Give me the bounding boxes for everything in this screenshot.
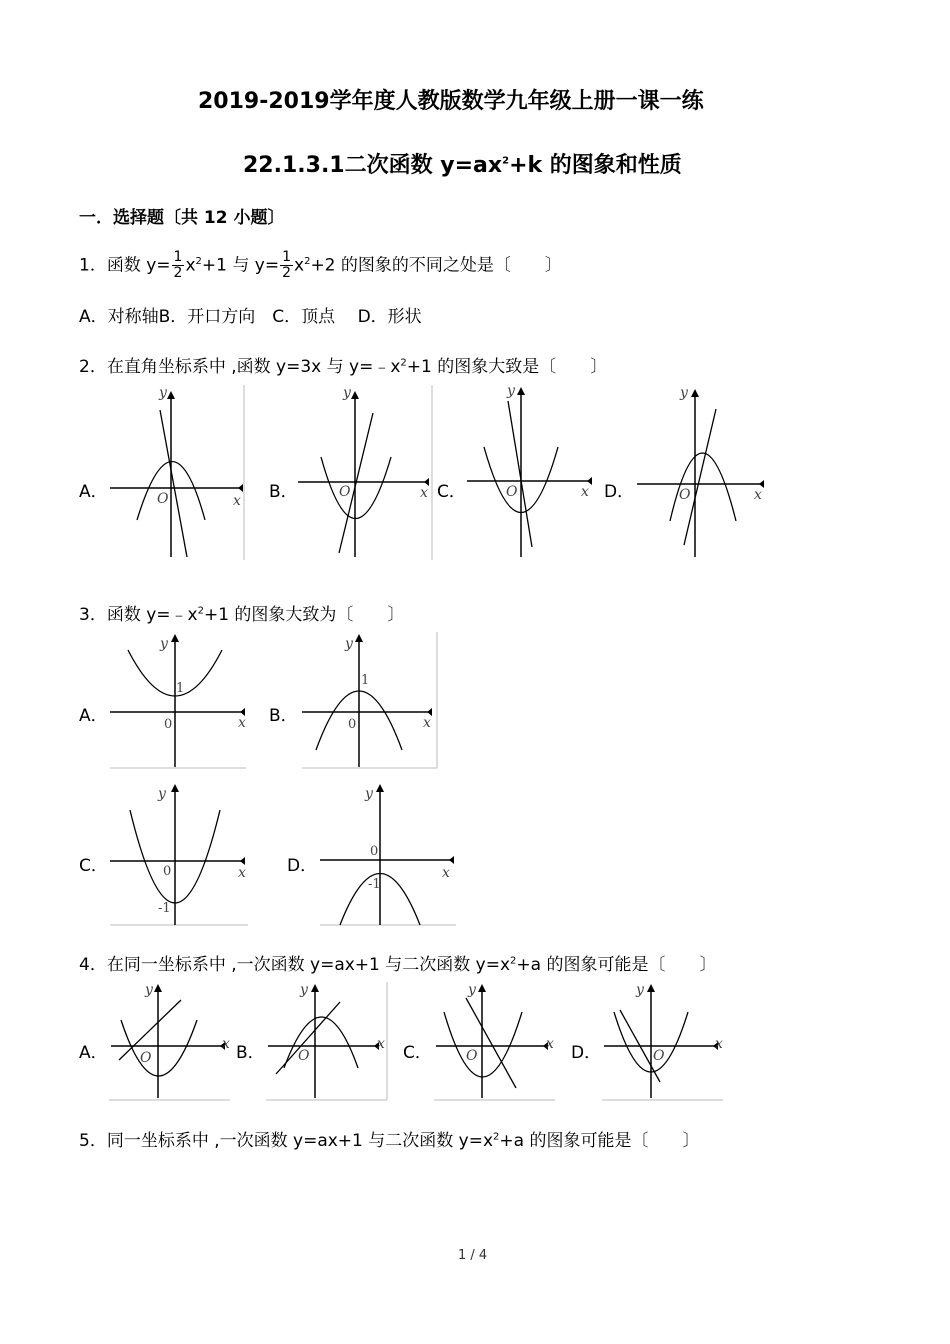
- y-axis-label: y: [468, 982, 476, 998]
- q2-label-b: B．: [269, 482, 298, 502]
- y-axis-label: y: [365, 786, 373, 802]
- question-5-stem: 5．同一坐标系中 ,一次函数 y=ax+1 与二次函数 $y=x^2+a$ 的图象可能是〔 〕: [79, 1131, 700, 1151]
- page-number: 1 / 4: [458, 1248, 488, 1263]
- question-1-stem: 1．函数 y= $\frac{1}{2}$ $x^2+1$ 与 y= $\frac{1}{2}$ $x^2+2$ 的图象的不同之处是〔 〕: [79, 249, 562, 281]
- q2-graph-c: [462, 385, 597, 560]
- doc-title: 2019-2019学年度人教版数学九年级上册一课一练: [198, 89, 704, 114]
- question-3-stem: 3．函数 $y=﹣x^2+1$ 的图象大致为〔 〕: [79, 605, 405, 625]
- tick-label-neg-1: -1: [368, 877, 381, 892]
- q2-label-c: C．: [437, 482, 466, 502]
- x-axis-label: x: [238, 865, 246, 881]
- x-axis-label: x: [442, 865, 450, 881]
- x-axis-label: x: [546, 1036, 554, 1052]
- x-axis-label: x: [715, 1036, 723, 1052]
- q3-label-d: D．: [287, 856, 318, 876]
- x-axis-label: x: [581, 484, 589, 500]
- q3-graph-b: [300, 632, 440, 770]
- section-heading: 一．选择题〔共 12 小题〕: [79, 208, 285, 228]
- q4-graph-c: [432, 982, 557, 1102]
- y-axis-label: y: [636, 982, 644, 998]
- q3-graph-c: [108, 782, 250, 927]
- q3-graph-a: [108, 632, 248, 770]
- q2-graph-b: [293, 385, 433, 560]
- y-axis-label: y: [680, 385, 688, 401]
- doc-subtitle: 22.1.3.1二次函数 $y=ax^2+k$ 的图象和性质: [243, 153, 682, 178]
- question-2-stem: 2．在直角坐标系中 ,函数 y=3x 与 $y=﹣x^2+1$ 的图象大致是〔 〕: [79, 357, 608, 377]
- tick-label-0: 0: [370, 844, 379, 859]
- tick-label-neg-1: -1: [158, 901, 171, 916]
- q4-label-c: C．: [403, 1043, 432, 1063]
- tick-label-1: 1: [176, 681, 185, 696]
- q3-label-c: C．: [79, 856, 108, 876]
- q2-label-a: A．: [79, 482, 108, 502]
- q4-graph-a: [107, 982, 232, 1102]
- x-axis-label: x: [238, 715, 246, 731]
- tick-label-0: 0: [348, 717, 357, 732]
- y-axis-label: y: [507, 383, 515, 399]
- x-axis-label: x: [423, 715, 431, 731]
- q3-label-a: A．: [79, 706, 108, 726]
- origin-label: O: [298, 1048, 310, 1064]
- y-axis-label: y: [159, 385, 167, 401]
- origin-label: O: [339, 484, 351, 500]
- x-axis-label: x: [233, 493, 241, 509]
- origin-label: O: [653, 1048, 665, 1064]
- x-axis-label: x: [420, 485, 428, 501]
- origin-label: O: [506, 484, 518, 500]
- origin-label: O: [679, 487, 691, 503]
- y-axis-label: y: [345, 636, 353, 652]
- y-axis-label: y: [145, 982, 153, 998]
- x-axis-label: x: [377, 1036, 385, 1052]
- y-axis-label: y: [160, 636, 168, 652]
- q4-graph-b: [264, 982, 389, 1102]
- x-axis-label: x: [222, 1036, 230, 1052]
- tick-label-1: 1: [361, 673, 370, 688]
- y-axis-label: y: [300, 982, 308, 998]
- q4-graph-d: [600, 982, 725, 1102]
- y-axis-label: y: [343, 385, 351, 401]
- q3-graph-d: [318, 782, 460, 927]
- q2-label-d: D．: [604, 482, 635, 502]
- fraction-half-2: $\frac{1}{2}$: [282, 249, 291, 281]
- q4-label-d: D．: [571, 1043, 602, 1063]
- fraction-half: $\frac{1}{2}$: [173, 249, 183, 281]
- q3-label-b: B．: [269, 706, 298, 726]
- origin-label: O: [466, 1048, 478, 1064]
- question-1-options: A．对称轴B．开口方向 C．顶点 D．形状: [79, 307, 422, 327]
- origin-label: O: [157, 491, 169, 507]
- tick-label-0: 0: [164, 717, 173, 732]
- q2-graph-d: [632, 385, 767, 560]
- tick-label-0: 0: [163, 864, 172, 879]
- q4-label-b: B．: [236, 1043, 265, 1063]
- x-axis-label: x: [754, 487, 762, 503]
- q2-graph-a: [105, 385, 245, 560]
- question-4-stem: 4．在同一坐标系中 ,一次函数 y=ax+1 与二次函数 $y=x^2+a$ 的图象可能是〔 〕: [79, 955, 717, 975]
- origin-label: O: [140, 1050, 152, 1066]
- q4-label-a: A．: [79, 1043, 108, 1063]
- y-axis-label: y: [158, 786, 166, 802]
